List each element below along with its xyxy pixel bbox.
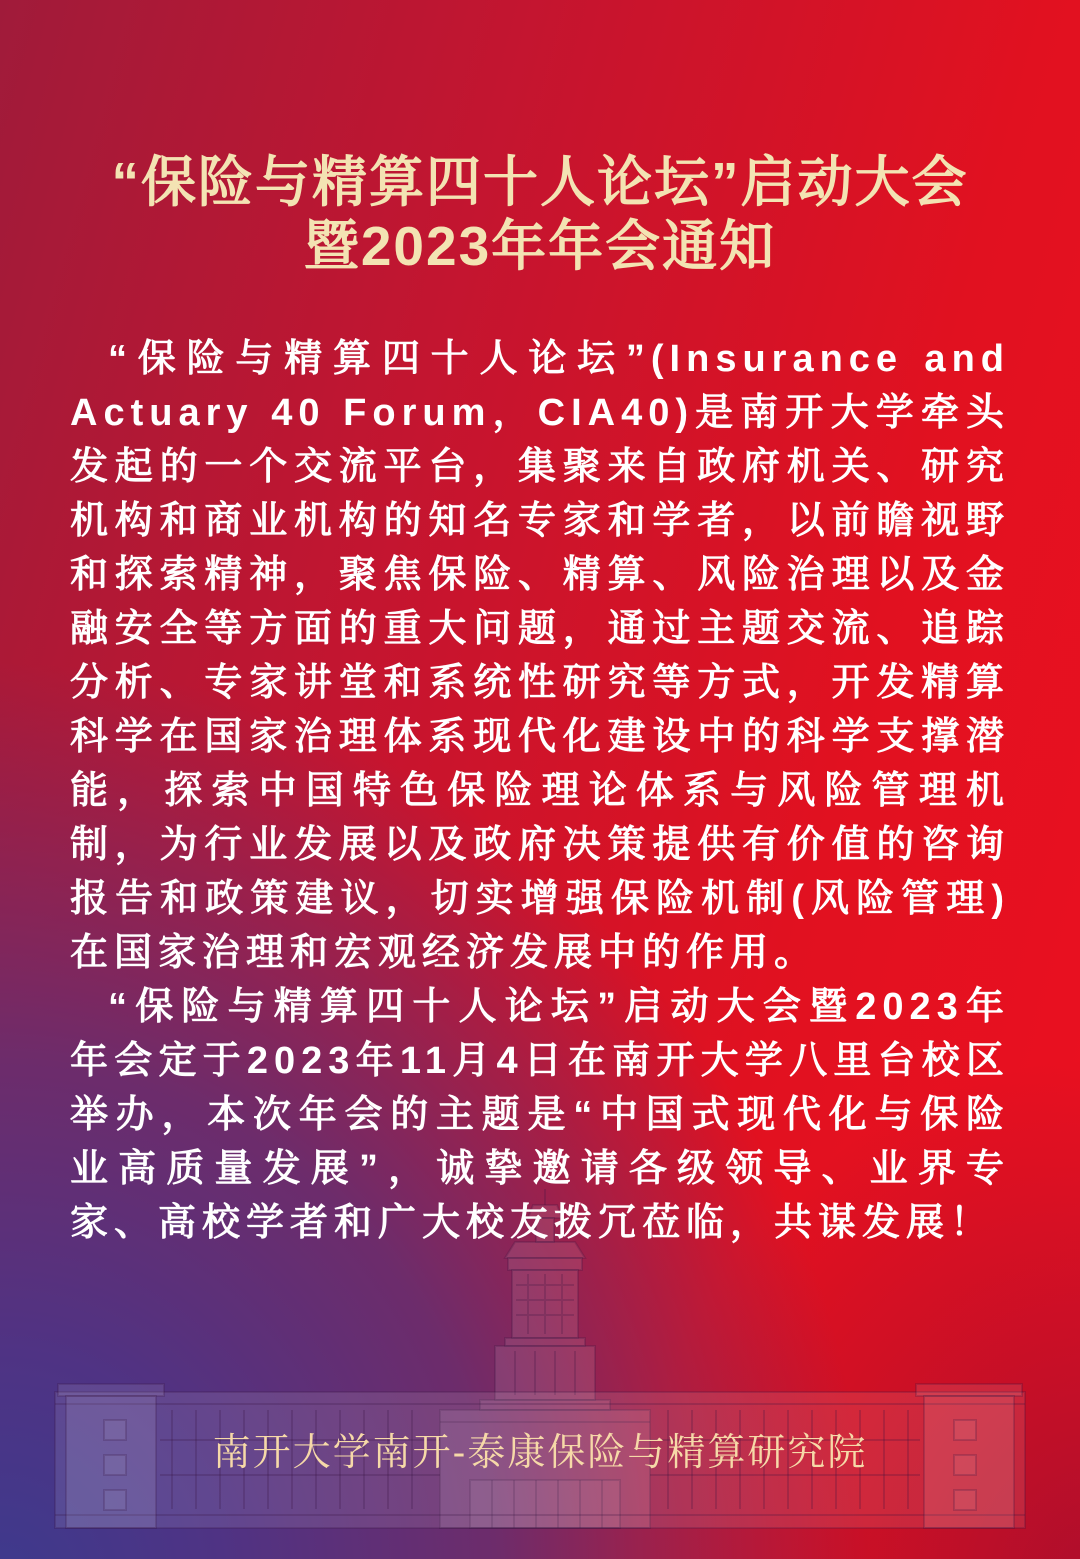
organizer-name: 南开大学南开-泰康保险与精算研究院 (212, 1432, 868, 1474)
notice-body (70, 332, 1010, 1250)
event-announcement-paragraph: “保险与精算四十人论坛”启动大会暨2023年年会定于2023年11月4日在南开大学八里台校区举办，本次年会的主题是“中国式现代化与保险业高质量发展”，诚挚邀请各级领导、业界专家、高校学者和广大校友拨冗莅临，共谋发展！ (70, 986, 1010, 1244)
notice-title (0, 150, 1080, 278)
title-line-2: 暨2023年年会通知 (303, 215, 777, 277)
forum-introduction-paragraph: “保险与精算四十人论坛”(Insurance and Actuary 40 Forum，CIA40)是南开大学牵头发起的一个交流平台，集聚来自政府机关、研究机构和商业机构的知名专家和学者，以前瞻视野和探索精神，聚焦保险、精算、风险治理以及金融安全等方面的重大问题，通过主题交流、追踪分析、专家讲堂和系统性研究等方式，开发精算科学在国家治理体系现代化建设中的科学支撑潜能，探索中国特色保险理论体系与风险管理机制，为行业发展以及政府决策提供有价值的咨询报告和政策建议，切实增强保险机制(风险管理)在国家治理和宏观经济发展中的作用。 (70, 338, 1010, 974)
title-line-1: “保险与精算四十人论坛”启动大会 (111, 151, 969, 213)
